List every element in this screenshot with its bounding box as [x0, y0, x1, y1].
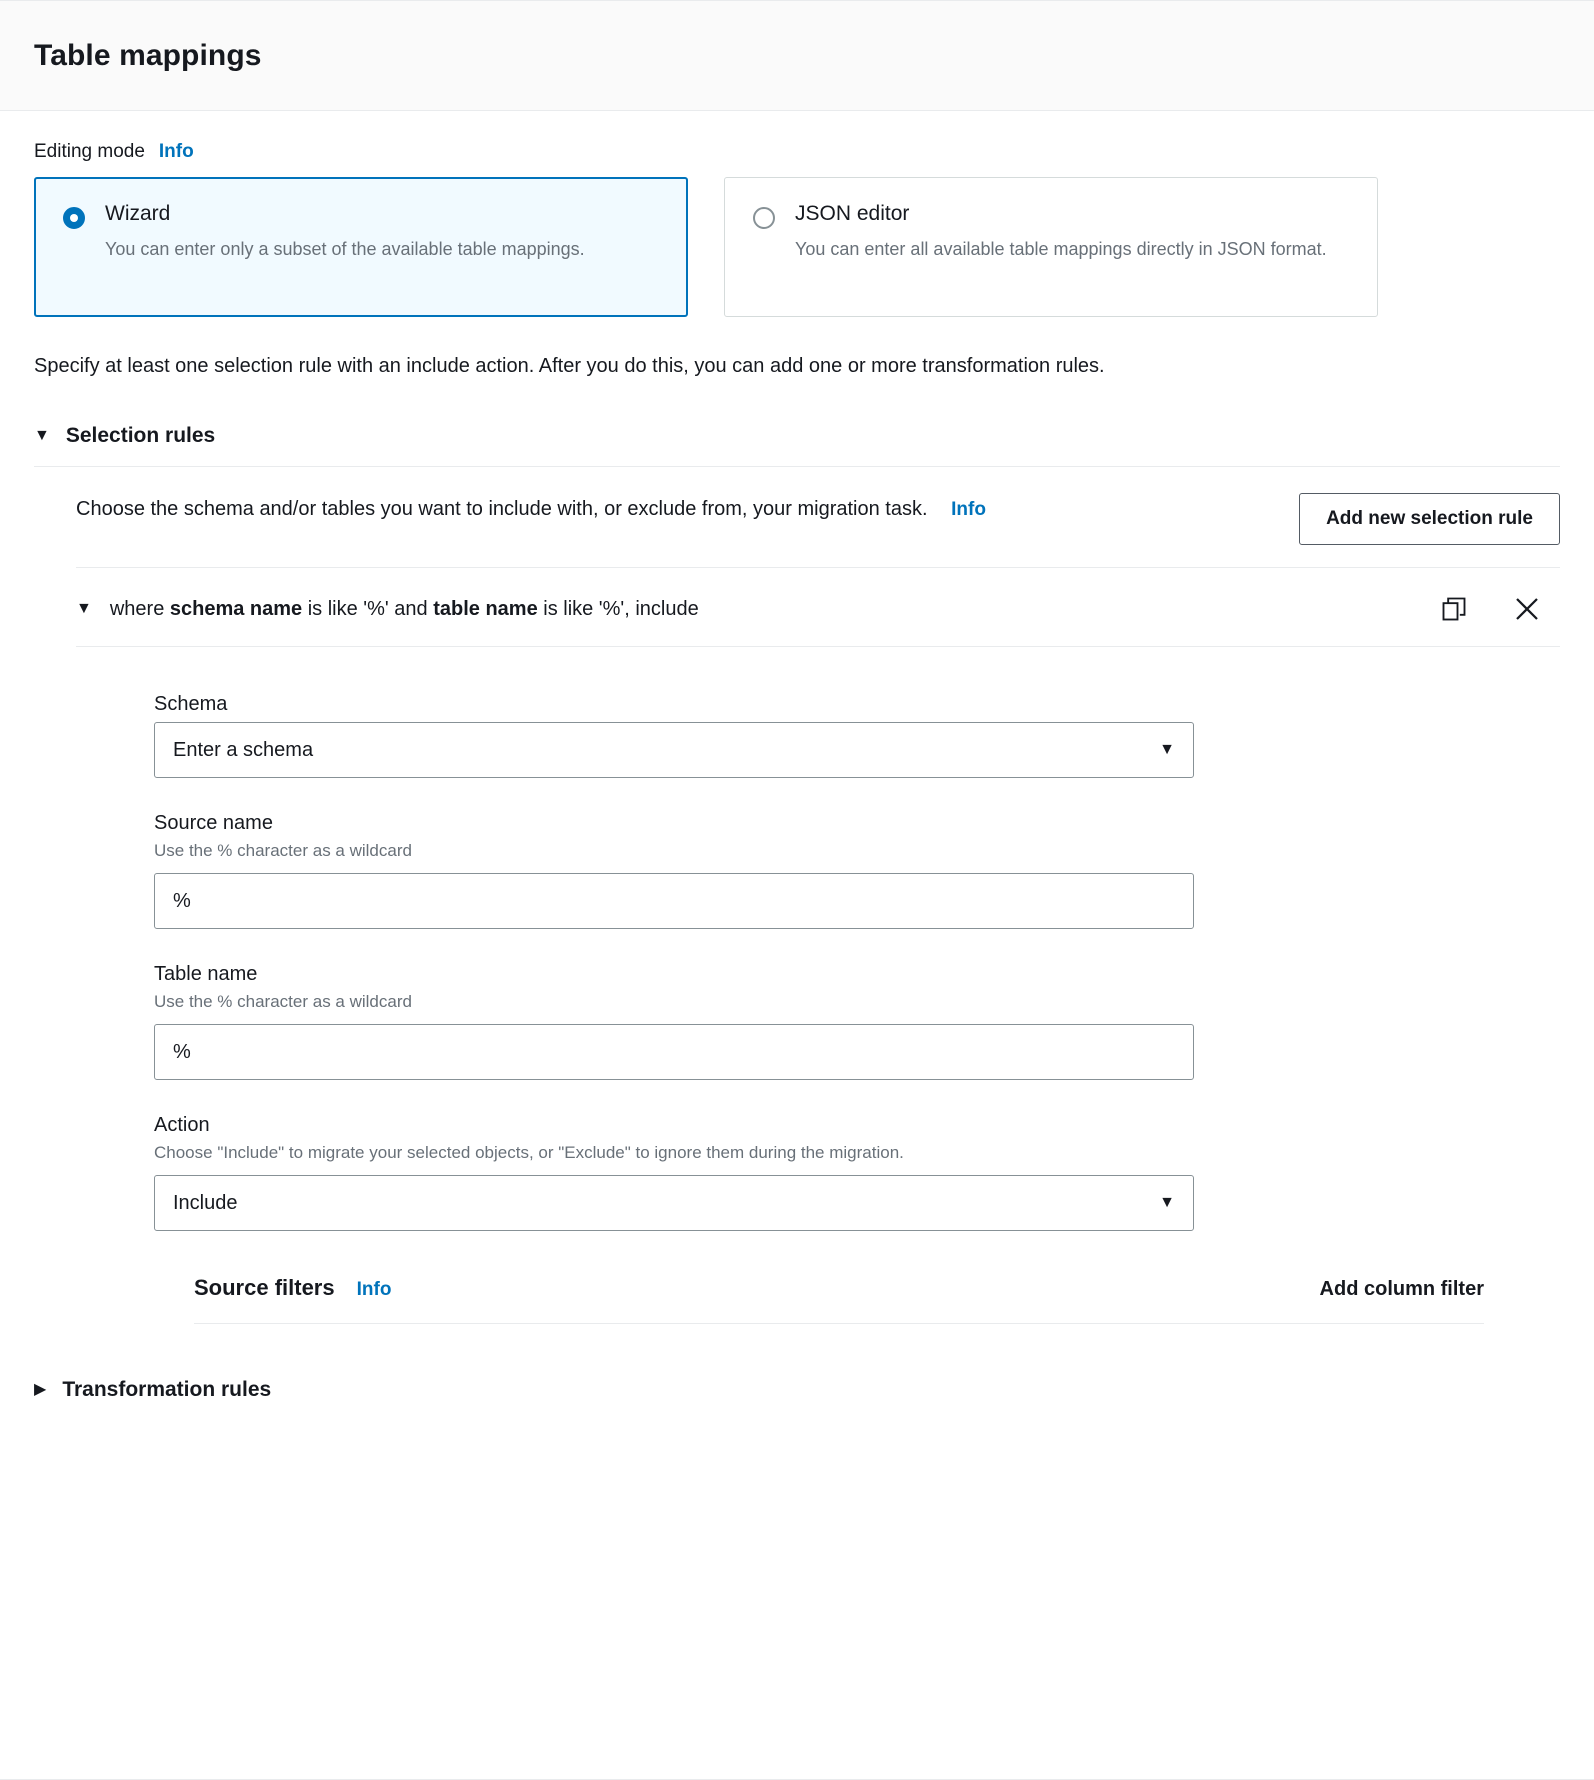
source-name-input[interactable] — [154, 873, 1194, 929]
chevron-right-icon[interactable]: ▶ — [34, 1381, 47, 1398]
source-name-field-group — [154, 812, 1560, 929]
selection-rule-form — [76, 647, 1560, 1231]
schema-label: Schema — [154, 693, 228, 715]
action-hint: Choose "Include" to migrate your selected objects, or "Exclude" to ignore them during the migration. — [154, 1143, 904, 1162]
add-column-filter-button[interactable]: Add column filter — [1319, 1278, 1484, 1300]
table-name-label: Table name — [154, 963, 258, 985]
editing-mode-option-json-editor-title: JSON editor — [795, 202, 910, 225]
panel-body — [0, 111, 1594, 1420]
transformation-rules-header[interactable] — [34, 1378, 1560, 1420]
editing-mode-label-row — [34, 141, 1560, 163]
editing-mode-option-wizard-title: Wizard — [105, 202, 171, 225]
intro-text: Specify at least one selection rule with an include action. After you do this, you can add one or more transformation rules. — [34, 355, 1105, 377]
editing-mode-option-wizard[interactable] — [34, 177, 688, 317]
panel-header — [0, 1, 1594, 111]
rule-summary-schema-name: schema name — [169, 597, 303, 620]
source-filters-section — [194, 1275, 1484, 1324]
page-title: Table mappings — [34, 38, 262, 72]
selection-rules-info-link[interactable]: Info — [951, 499, 986, 520]
schema-select-value: Enter a schema — [173, 738, 314, 761]
selection-rules-description: Choose the schema and/or tables you want to include with, or exclude from, your migration task. — [76, 498, 928, 520]
selection-rules-intro — [76, 467, 1560, 568]
radio-icon-json-editor[interactable] — [753, 207, 775, 229]
selection-rules-body — [34, 467, 1560, 1324]
source-name-label: Source name — [154, 812, 273, 834]
editing-mode-option-json-editor-desc: You can enter all available table mappings directly in JSON format. — [795, 239, 1327, 259]
transformation-rules-title: Transformation rules — [62, 1378, 272, 1401]
action-select[interactable] — [154, 1175, 1194, 1231]
selection-rule-row — [76, 568, 1560, 647]
schema-field-group — [154, 693, 1560, 778]
schema-select[interactable] — [154, 722, 1194, 778]
table-name-hint: Use the % character as a wildcard — [154, 992, 412, 1011]
chevron-down-icon-action[interactable]: ▼ — [1159, 1194, 1175, 1211]
rule-summary-table-name: table name — [433, 597, 538, 620]
selection-rules-title: Selection rules — [65, 424, 216, 447]
action-select-value: Include — [173, 1191, 238, 1214]
close-icon[interactable] — [1512, 594, 1542, 624]
table-name-input[interactable] — [154, 1024, 1194, 1080]
selection-rules-section — [34, 424, 1560, 1324]
source-name-hint: Use the % character as a wildcard — [154, 841, 412, 860]
editing-mode-option-wizard-desc: You can enter only a subset of the available table mappings. — [105, 239, 585, 259]
selection-rules-header[interactable] — [34, 424, 1560, 467]
editing-mode-label: Editing mode — [34, 141, 145, 162]
copy-icon[interactable] — [1440, 595, 1468, 623]
radio-icon-wizard[interactable] — [63, 207, 85, 229]
editing-mode-info-link[interactable]: Info — [158, 141, 194, 162]
rule-summary-mid: is like '%' and — [302, 597, 434, 620]
rule-summary-prefix: where — [109, 597, 170, 620]
chevron-down-icon-schema[interactable]: ▼ — [1159, 741, 1175, 758]
selection-rule-summary[interactable] — [76, 598, 699, 621]
action-field-group — [154, 1114, 1560, 1231]
chevron-down-icon-rule[interactable]: ▼ — [76, 600, 92, 617]
rule-summary-suffix: is like '%', include — [537, 597, 699, 620]
transformation-rules-section — [34, 1378, 1560, 1420]
source-filters-info-link[interactable]: Info — [356, 1279, 392, 1300]
add-new-selection-rule-button[interactable]: Add new selection rule — [1299, 493, 1560, 545]
editing-mode-radio-group — [34, 177, 1560, 317]
editing-mode-option-json-editor[interactable] — [724, 177, 1378, 317]
selection-rule-actions — [1440, 594, 1560, 624]
source-filters-title: Source filters — [194, 1275, 335, 1300]
action-label: Action — [154, 1114, 210, 1136]
chevron-down-icon[interactable]: ▼ — [34, 427, 50, 444]
table-name-field-group — [154, 963, 1560, 1080]
